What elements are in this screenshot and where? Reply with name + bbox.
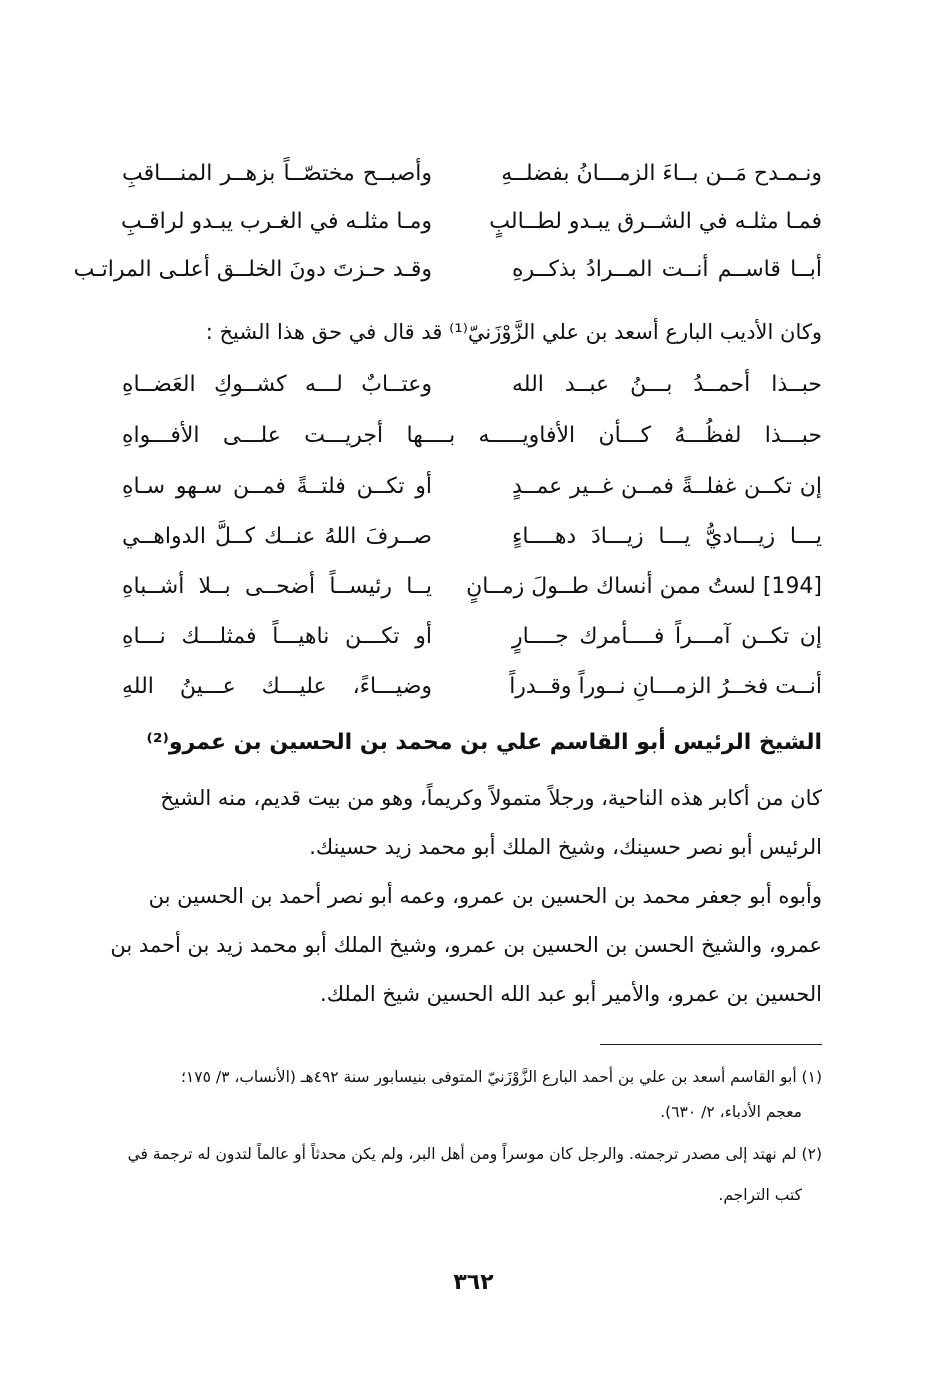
verse-first-hemistich: ونـمـدح مَــن بــاءَ الزمـــانُ بفضلــهِ xyxy=(501,161,822,186)
verse-second-hemistich: وضيـــاءً، عليـــك عـــينُ اللهِ xyxy=(122,674,432,699)
verse-second-hemistich: أو تكــن فلتــةً فمــن سـهو سـاهِ xyxy=(122,474,432,499)
footnote-separator xyxy=(600,1044,822,1045)
verse xyxy=(122,512,822,562)
paragraph-line: الحسين بن عمرو، والأمير أبو عبد الله الحسين شيخ الملك. xyxy=(320,982,822,1006)
verse xyxy=(122,562,822,612)
paragraph-line: الرئيس أبو نصر حسينك، وشيخ الملك أبو محمد زيد حسينك. xyxy=(309,835,822,859)
verse-second-hemistich: وأصبــح مختصّــاً بزهــر المنـــاقبِ xyxy=(122,161,432,186)
footnote-2-line: (٢) لم نهتد إلى مصدر ترجمته. والرجل كان موسراً ومن أهل البر، ولم يكن محدثاً أو عالماً لتدون له ترجمة في xyxy=(127,1145,822,1163)
verse-first-hemistich: إن تكــن غفلــةً فمــن غــير عمــدٍ xyxy=(512,474,822,499)
verse-first-hemistich: أبــا قاســم أنــت المــرادُ بذكــرهِ xyxy=(512,257,822,282)
verse-first-hemistich: [194] لستُ ممن أنساك طــولَ زمــانٍ xyxy=(466,574,822,599)
footnote-1-continuation: معجم الأدباء، ٢/ ٦٣٠). xyxy=(660,1103,802,1121)
verse-first-hemistich: فمـا مثلـه في الشــرق يبـدو لطــالبٍ xyxy=(489,209,822,234)
footnote-1-line: (١) أبو القاسم أسعد بن علي بن أحمد البارع الزَّوْزَنيّ المتوفى بنيسابور سنة ٤٩٢هـ (الأنساب، ٣/ ١٧٥؛ xyxy=(180,1068,822,1086)
verse-second-hemistich: أو تكـــن ناهيـــاً فمثلـــك نـــاهِ xyxy=(122,624,432,649)
paragraph-line: كان من أكابر هذه الناحية، ورجلاً متمولاً وكريماً، وهو من بيت قديم، منه الشيخ xyxy=(160,786,822,810)
verse xyxy=(122,462,822,512)
paragraph-line: وأبوه أبو جعفر محمد بن الحسين بن عمرو، وعمه أبو نصر أحمد بن الحسين بن xyxy=(148,884,822,908)
verse-first-hemistich: أنــت فخــرُ الزمـــانِ نــوراً وقــدراً xyxy=(509,674,822,699)
verse xyxy=(122,662,822,712)
poem-first xyxy=(73,150,822,294)
footnote-2-continuation: كتب التراجم. xyxy=(718,1186,802,1204)
verse xyxy=(122,198,822,246)
section-heading: الشيخ الرئيس أبو القاسم علي بن محمد بن الحسين بن عمرو⁽²⁾ xyxy=(146,730,822,755)
verse-second-hemistich: صــرفَ اللهُ عنــك كــلَّ الدواهــي xyxy=(122,524,432,549)
verse-joined-hemistichs: حبـــذا لفظُـــهُ كـــأن الأفاويـــــه بــــها أجريـــت علـــى الأفـــواهِ xyxy=(122,423,822,448)
page-number: ٣٦٢ xyxy=(453,1270,494,1295)
verse xyxy=(122,150,822,198)
paragraph-line: عمرو، والشيخ الحسن بن الحسين بن عمرو، وشيخ الملك أبو محمد زيد بن أحمد بن xyxy=(110,933,822,957)
verse-first-hemistich: حبــذا أحمــدُ بـــنُ عبــد الله xyxy=(512,372,822,397)
verse-second-hemistich: وقـد حـزتَ دونَ الخلــق أعلـى المراتـب xyxy=(73,257,432,282)
verse-first-hemistich: إن تكــن آمـــراً فــــأمرك جــــارٍ xyxy=(512,624,822,649)
verse xyxy=(122,360,822,410)
poem-second xyxy=(122,360,822,712)
verse-full-line xyxy=(122,410,822,462)
poem-intro: وكان الأديب البارع أسعد بن علي الزَّوْزَنيّ⁽¹⁾ قد قال في حق هذا الشيخ : xyxy=(205,320,822,344)
verse-second-hemistich: وعتــابٌ لـــه كشــوكِ العَضــاهِ xyxy=(122,372,432,397)
verse-second-hemistich: يــا رئيســاً أضحــى بــلا أشــباهِ xyxy=(122,574,432,599)
verse xyxy=(73,246,822,294)
verse xyxy=(122,612,822,662)
verse-first-hemistich: يـــا زيـــاديُّ يـــا زيـــادَ دهــــاءٍ xyxy=(512,524,822,549)
verse-second-hemistich: ومـا مثلـه في الغـرب يبـدو لراقـبِ xyxy=(121,209,432,234)
